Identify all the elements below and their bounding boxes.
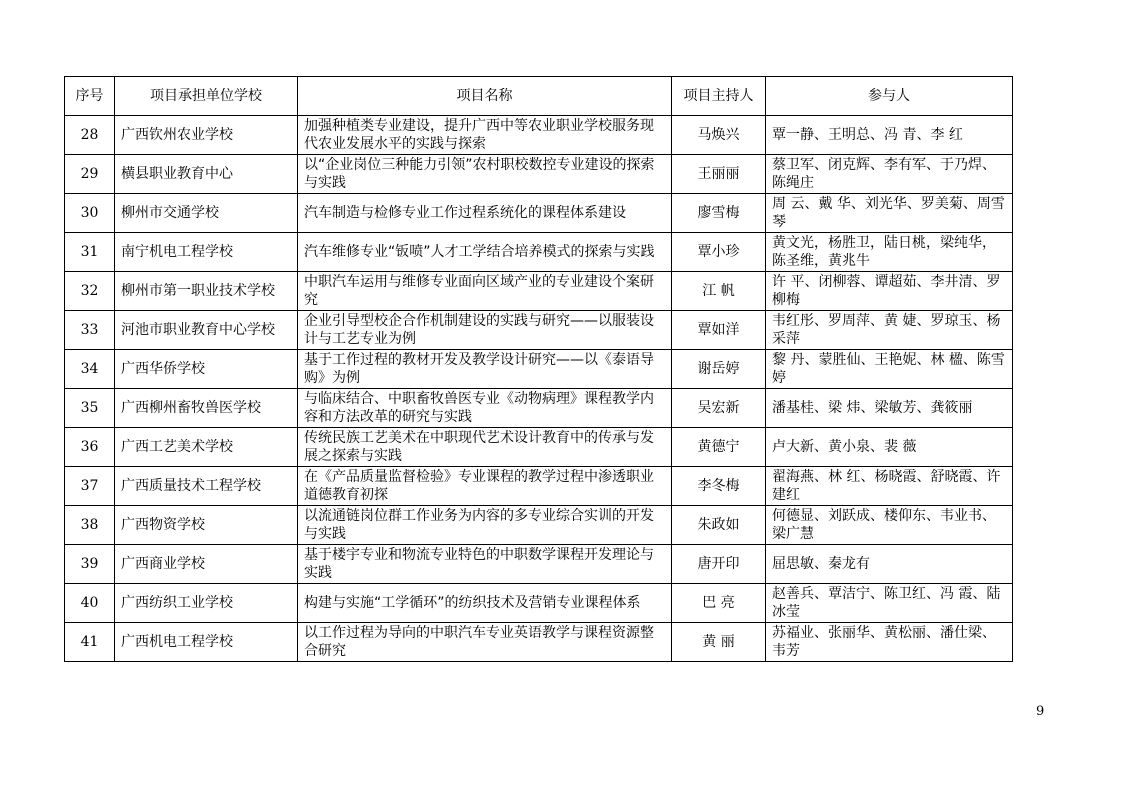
cell-host: 江 帆 [672,272,766,311]
cell-participants: 覃一静、王明总、冯 青、李 红 [766,116,1013,155]
cell-participants: 周 云、戴 华、刘光华、罗美菊、周雪琴 [766,194,1013,233]
cell-no: 34 [65,350,115,389]
cell-school: 广西柳州畜牧兽医学校 [115,389,298,428]
cell-project: 构建与实施“工学循环”的纺织技术及营销专业课程体系 [298,584,672,623]
cell-host: 吴宏新 [672,389,766,428]
cell-participants: 黎 丹、蒙胜仙、王艳妮、林 楹、陈雪婷 [766,350,1013,389]
cell-project: 基于楼宇专业和物流专业特色的中职数学课程开发理论与实践 [298,545,672,584]
cell-no: 30 [65,194,115,233]
table-header-row [65,77,1013,116]
cell-project: 中职汽车运用与维修专业面向区域产业的专业建设个案研究 [298,272,672,311]
table-row [65,116,1013,155]
header-project: 项目名称 [298,77,672,116]
cell-host: 黄 丽 [672,623,766,662]
cell-host: 马焕兴 [672,116,766,155]
header-participants: 参与人 [766,77,1013,116]
table-row [65,428,1013,467]
cell-host: 廖雪梅 [672,194,766,233]
cell-school: 广西质量技术工程学校 [115,467,298,506]
cell-participants: 何德显、刘跃成、楼仰东、韦业书、梁广慧 [766,506,1013,545]
cell-project: 加强种植类专业建设，提升广西中等农业职业学校服务现代农业发展水平的实践与探索 [298,116,672,155]
cell-participants: 黄文光，杨胜卫，陆日桃，梁纯华，陈圣维，黄兆牛 [766,233,1013,272]
cell-project: 在《产品质量监督检验》专业课程的教学过程中渗透职业道德教育初探 [298,467,672,506]
cell-school: 河池市职业教育中心学校 [115,311,298,350]
cell-participants: 许 平、闭柳蓉、谭超茹、李井清、罗柳梅 [766,272,1013,311]
cell-school: 广西钦州农业学校 [115,116,298,155]
table-row [65,155,1013,194]
cell-no: 31 [65,233,115,272]
table-row [65,545,1013,584]
cell-school: 柳州市交通学校 [115,194,298,233]
cell-participants: 翟海燕、林 红、杨晓霞、舒晓霞、许建红 [766,467,1013,506]
cell-host: 覃如洋 [672,311,766,350]
cell-school: 广西机电工程学校 [115,623,298,662]
table-row [65,233,1013,272]
cell-participants: 潘基桂、梁 炜、梁敏芳、龚筱丽 [766,389,1013,428]
cell-participants: 卢大新、黄小泉、裴 薇 [766,428,1013,467]
cell-host: 谢岳婷 [672,350,766,389]
cell-project: 企业引导型校企合作机制建设的实践与研究——以服装设计与工艺专业为例 [298,311,672,350]
cell-school: 广西华侨学校 [115,350,298,389]
cell-project: 以流通链岗位群工作业务为内容的多专业综合实训的开发与实践 [298,506,672,545]
cell-project: 与临床结合、中职畜牧兽医专业《动物病理》课程教学内容和方法改革的研究与实践 [298,389,672,428]
cell-host: 王丽丽 [672,155,766,194]
table-row [65,623,1013,662]
table-row [65,584,1013,623]
cell-no: 35 [65,389,115,428]
cell-school: 广西物资学校 [115,506,298,545]
cell-school: 广西商业学校 [115,545,298,584]
table-row [65,311,1013,350]
cell-school: 横县职业教育中心 [115,155,298,194]
table-row [65,467,1013,506]
cell-school: 柳州市第一职业技术学校 [115,272,298,311]
cell-host: 黄德宁 [672,428,766,467]
header-host: 项目主持人 [672,77,766,116]
table-row [65,350,1013,389]
table-row [65,389,1013,428]
cell-host: 唐开印 [672,545,766,584]
cell-project: 以“企业岗位三种能力引领”农村职校数控专业建设的探索与实践 [298,155,672,194]
cell-school: 广西工艺美术学校 [115,428,298,467]
cell-no: 39 [65,545,115,584]
cell-participants: 蔡卫军、闭克辉、李有军、于乃焊、陈绳庄 [766,155,1013,194]
table-row [65,194,1013,233]
cell-no: 33 [65,311,115,350]
header-school: 项目承担单位学校 [115,77,298,116]
cell-no: 36 [65,428,115,467]
cell-participants: 韦红彤、罗周萍、黄 婕、罗琼玉、杨采萍 [766,311,1013,350]
cell-participants: 赵善兵、覃洁宁、陈卫红、冯 霞、陆冰莹 [766,584,1013,623]
cell-school: 广西纺织工业学校 [115,584,298,623]
cell-participants: 苏福业、张丽华、黄松丽、潘仕梁、韦芳 [766,623,1013,662]
cell-no: 37 [65,467,115,506]
cell-no: 28 [65,116,115,155]
project-table [64,76,1013,662]
cell-host: 覃小珍 [672,233,766,272]
cell-project: 传统民族工艺美术在中职现代艺术设计教育中的传承与发展之探索与实践 [298,428,672,467]
cell-project: 以工作过程为导向的中职汽车专业英语教学与课程资源整合研究 [298,623,672,662]
table-row [65,506,1013,545]
cell-participants: 屈思敏、秦龙有 [766,545,1013,584]
cell-no: 32 [65,272,115,311]
cell-host: 李冬梅 [672,467,766,506]
page-number: 9 [1036,704,1045,719]
cell-project: 汽车制造与检修专业工作过程系统化的课程体系建设 [298,194,672,233]
cell-host: 朱政如 [672,506,766,545]
cell-no: 29 [65,155,115,194]
cell-host: 巴 亮 [672,584,766,623]
cell-no: 38 [65,506,115,545]
table-row [65,272,1013,311]
cell-school: 南宁机电工程学校 [115,233,298,272]
table-body [65,116,1013,662]
cell-project: 基于工作过程的教材开发及教学设计研究——以《泰语导购》为例 [298,350,672,389]
header-no: 序号 [65,77,115,116]
cell-no: 41 [65,623,115,662]
cell-no: 40 [65,584,115,623]
cell-project: 汽车维修专业“钣喷”人才工学结合培养模式的探索与实践 [298,233,672,272]
